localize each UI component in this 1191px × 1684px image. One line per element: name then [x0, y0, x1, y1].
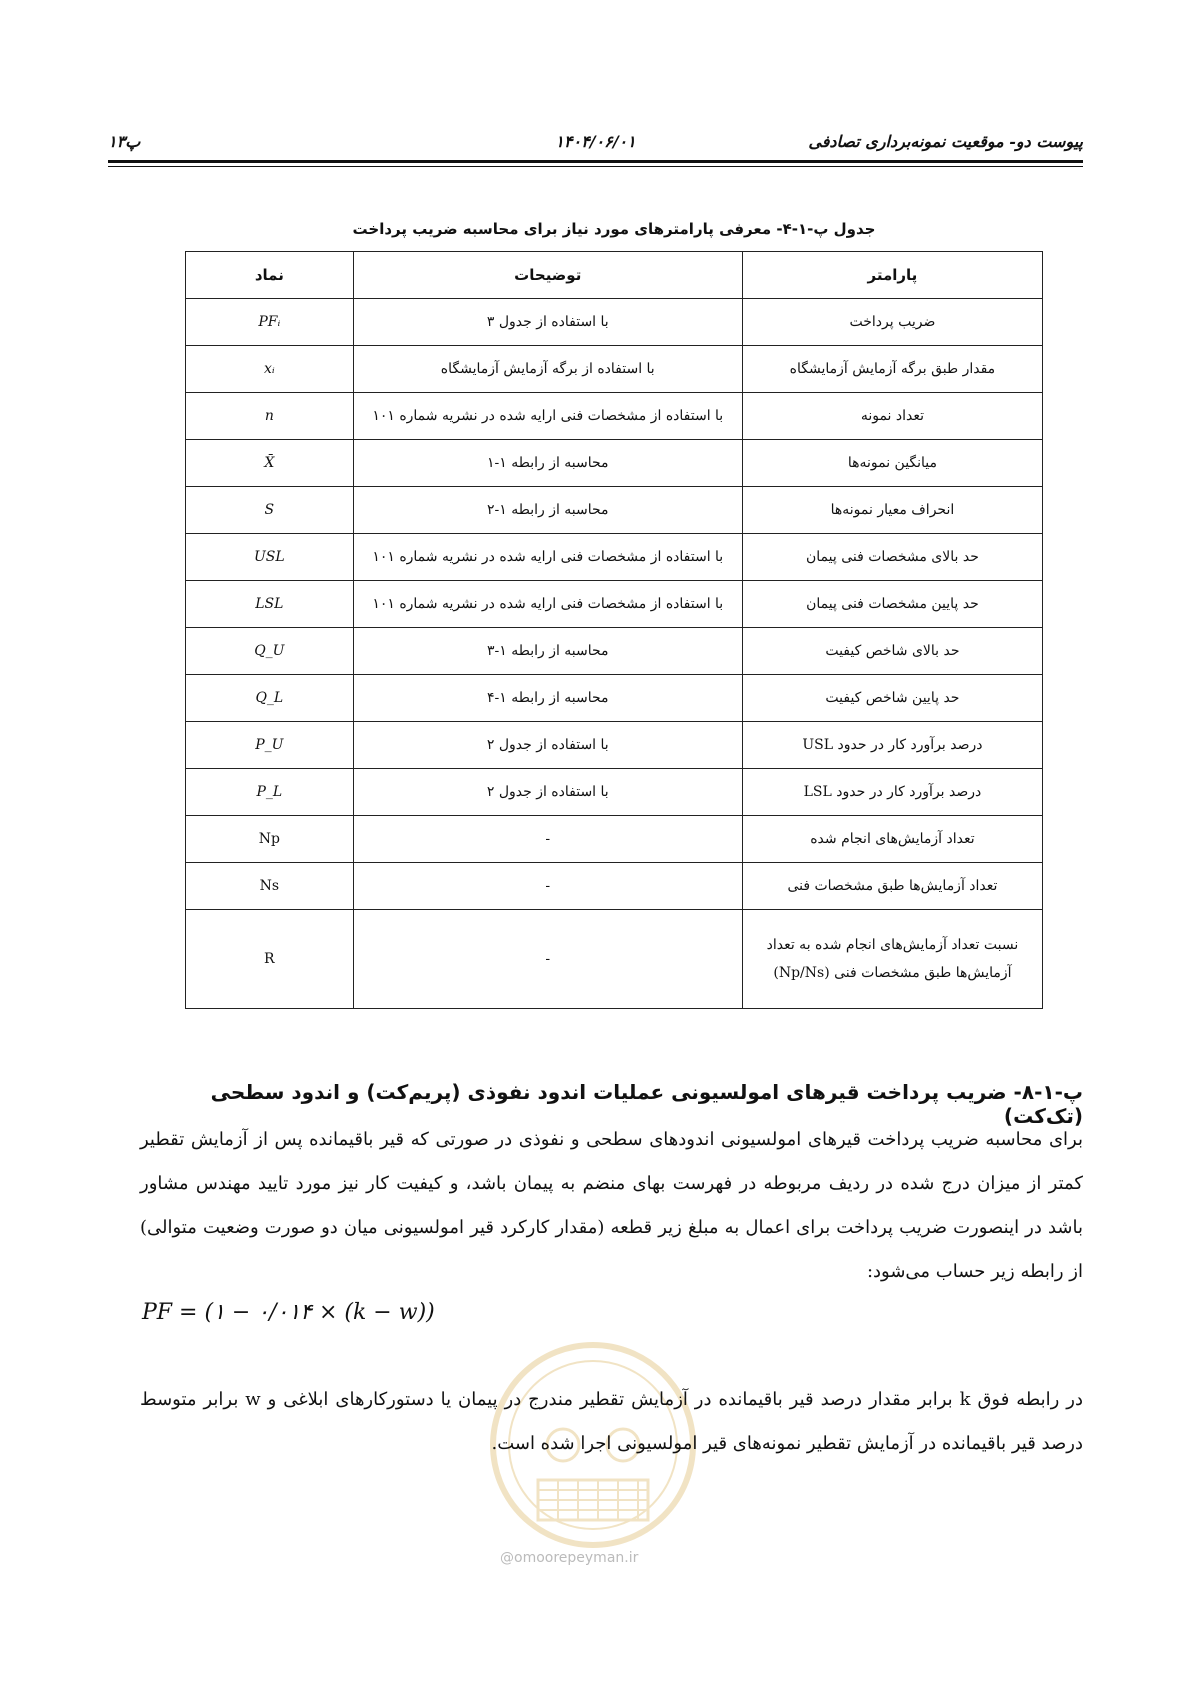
symbol-cell: R [186, 910, 354, 1009]
symbol-cell: X̄ [186, 440, 354, 487]
desc-cell: با استفاده از جدول ۳ [353, 299, 742, 346]
symbol-cell: S [186, 487, 354, 534]
desc-cell: محاسبه از رابطه ۱-۴ [353, 675, 742, 722]
table-row [186, 675, 1043, 722]
desc-cell: محاسبه از رابطه ۱-۳ [353, 628, 742, 675]
pf-formula: PF = (۱ − ۰/۰۱۴ × (k − w)) [142, 1300, 435, 1325]
param-cell: درصد برآورد کار در حدود LSL [742, 769, 1042, 816]
desc-cell: - [353, 816, 742, 863]
desc-cell: محاسبه از رابطه ۱-۲ [353, 487, 742, 534]
param-cell: حد پایین شاخص کیفیت [742, 675, 1042, 722]
parameters-table [185, 251, 1043, 1009]
table-row [186, 393, 1043, 440]
param-cell: حد بالای شاخص کیفیت [742, 628, 1042, 675]
table-row [186, 299, 1043, 346]
table-row [186, 346, 1043, 393]
table-row [186, 863, 1043, 910]
header-rule-thin [108, 166, 1083, 167]
table-row [186, 581, 1043, 628]
symbol-cell: xᵢ [186, 346, 354, 393]
param-cell: میانگین نمونه‌ها [742, 440, 1042, 487]
symbol-cell: USL [186, 534, 354, 581]
header-rule [108, 160, 1083, 163]
symbol-cell: PFᵢ [186, 299, 354, 346]
symbol-cell: Q_U [186, 628, 354, 675]
desc-cell: با استفاده از مشخصات فنی ارایه شده در نشریه شماره ۱۰۱ [353, 534, 742, 581]
desc-cell: با استفاده از مشخصات فنی ارایه شده در نشریه شماره ۱۰۱ [353, 581, 742, 628]
desc-cell: با استفاده از مشخصات فنی ارایه شده در نشریه شماره ۱۰۱ [353, 393, 742, 440]
table-row [186, 440, 1043, 487]
table-row [186, 722, 1043, 769]
table-row [186, 910, 1043, 1009]
param-cell: مقدار طبق برگه آزمایش آزمایشگاه [742, 346, 1042, 393]
table-caption: جدول پ-۱-۴- معرفی پارامترهای مورد نیاز برای محاسبه ضریب پرداخت [352, 220, 876, 238]
desc-cell: با استفاده از جدول ۲ [353, 722, 742, 769]
header-title: پیوست دو- موقعیت نمونه‌برداری تصادفی [808, 132, 1083, 151]
desc-cell: محاسبه از رابطه ۱-۱ [353, 440, 742, 487]
table-header-row [186, 252, 1043, 299]
desc-cell: - [353, 863, 742, 910]
param-cell: حد پایین مشخصات فنی پیمان [742, 581, 1042, 628]
param-line: آزمایش‌ها طبق مشخصات فنی (Np/Ns) [773, 965, 1012, 981]
symbol-cell: P_L [186, 769, 354, 816]
header-desc: توضیحات [353, 252, 742, 299]
paragraph-explanation: در رابطه فوق k برابر مقدار درصد قیر باقیمانده در آزمایش تقطیر مندرج در پیمان یا دستورکارهای ابلاغی و w برابر متوسط درصد قیر باقیمانده در آزمایش تقطیر نمونه‌های قیر امولسیونی اجرا شده است. [140, 1389, 1083, 1454]
desc-cell: - [353, 910, 742, 1009]
param-cell: تعداد آزمایش‌های انجام شده [742, 816, 1042, 863]
desc-cell: با استفاده از برگه آزمایش آزمایشگاه [353, 346, 742, 393]
symbol-cell: Np [186, 816, 354, 863]
table-row [186, 534, 1043, 581]
table-row [186, 769, 1043, 816]
param-cell: تعداد آزمایش‌ها طبق مشخصات فنی [742, 863, 1042, 910]
symbol-cell: n [186, 393, 354, 440]
symbol-cell: P_U [186, 722, 354, 769]
header-date: ۱۴۰۴/۰۶/۰۱ [555, 132, 636, 151]
param-cell: حد بالای مشخصات فنی پیمان [742, 534, 1042, 581]
page-header [108, 128, 1083, 156]
param-cell: تعداد نمونه [742, 393, 1042, 440]
param-line: نسبت تعداد آزمایش‌های انجام شده به تعداد [766, 937, 1019, 953]
desc-cell: با استفاده از جدول ۲ [353, 769, 742, 816]
watermark-text: @omoorepeyman.ir [500, 1550, 639, 1566]
paragraph-intro: برای محاسبه ضریب پرداخت قیرهای امولسیونی اندودهای سطحی و نفوذی در صورتی که قیر باقیمانده پس از آزمایش تقطیر کمتر از میزان درج شده در ردیف مربوطه در فهرست بهای منضم به پیمان باشد، و کیفیت کار نیز مورد تایید مهندس مشاور باشد در اینصورت ضریب پرداخت برای اعمال به مبلغ زیر قطعه (مقدار کارکرد قیر امولسیونی میان دو صورت وضعیت متوالی) از رابطه زیر حساب می‌شود: [140, 1129, 1083, 1282]
symbol-cell: LSL [186, 581, 354, 628]
param-cell: انحراف معیار نمونه‌ها [742, 487, 1042, 534]
param-cell: درصد برآورد کار در حدود USL [742, 722, 1042, 769]
table-row [186, 816, 1043, 863]
symbol-cell: Ns [186, 863, 354, 910]
section-heading: پ-۱-۸- ضریب پرداخت قیرهای امولسیونی عملیات اندود نفوذی (پریم‌کت) و اندود سطحی (تک‌کت) [210, 1080, 1083, 1128]
table-body [186, 299, 1043, 1009]
param-cell [742, 910, 1042, 1009]
header-sym: نماد [186, 252, 354, 299]
header-page-number: پ۱۳ [108, 132, 141, 151]
header-param: پارامتر [742, 252, 1042, 299]
table-row [186, 628, 1043, 675]
symbol-cell: Q_L [186, 675, 354, 722]
param-cell: ضریب پرداخت [742, 299, 1042, 346]
table-row [186, 487, 1043, 534]
